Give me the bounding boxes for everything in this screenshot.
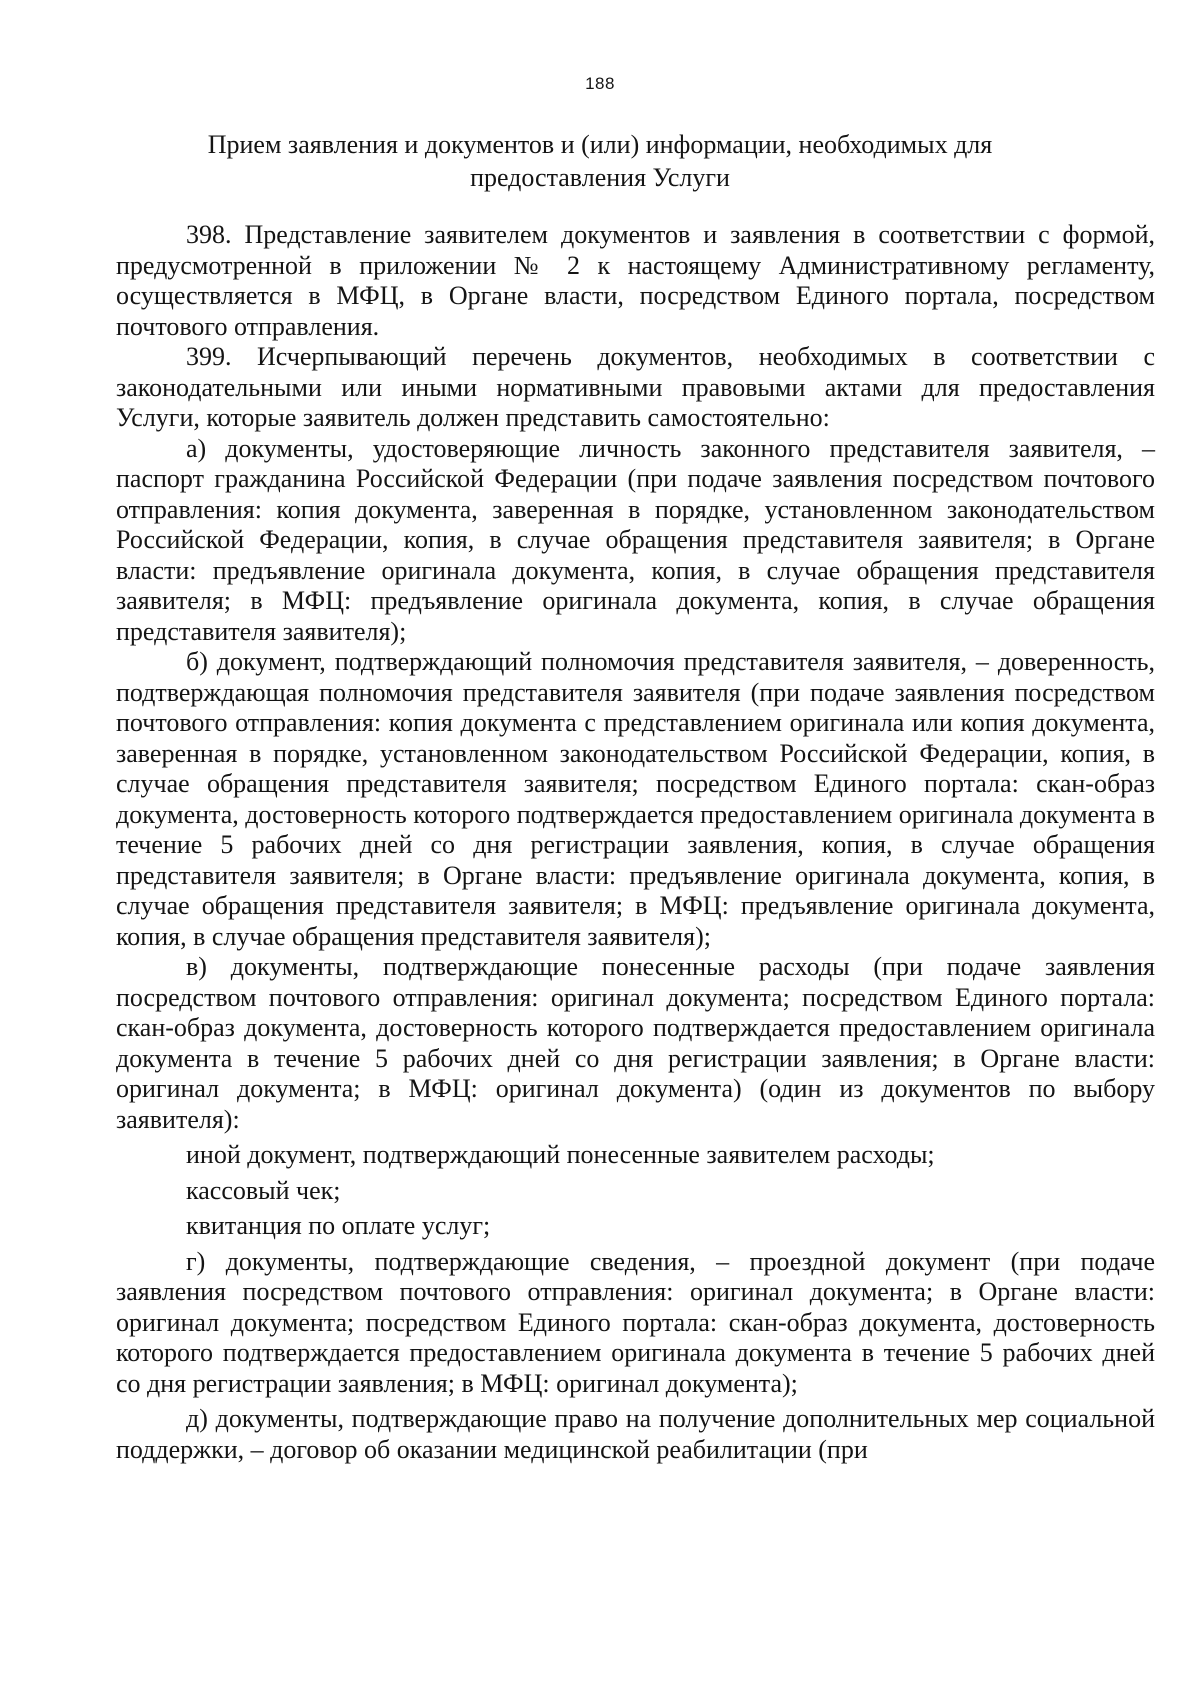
paragraph-399: 399. Исчерпывающий перечень документов, необходимых в соответствии с законодательными или иными нормативными правовыми актами для предоставления Услуги, которые заявитель должен представить самостоятельно: (116, 342, 1155, 432)
list-item-service-receipt: квитанция по оплате услуг; (186, 1211, 491, 1240)
paragraph-item-a: а) документы, удостоверяющие личность законного представителя заявителя, – паспорт гражданина Российской Федерации (при подаче заявления посредством почтового отправления: копия документа, заверенная в порядке, установленном законодательством Российской Федерации, копия, в случае обращения представителя заявителя; в Органе власти: предъявление оригинала документа, копия, в случае обращения представителя заявителя; в МФЦ: предъявление оригинала документа, копия, в случае обращения представителя заявителя); (116, 433, 1155, 646)
paragraph-item-b: б) документ, подтверждающий полномочия представителя заявителя, – доверенность, подтверждающая полномочия представителя заявителя (при подаче заявления посредством почтового отправления: копия документа с представлением оригинала или копия документа, заверенная в порядке, установленном законодательством Российской Федерации, копия, в случае обращения представителя заявителя; посредством Единого портала: скан-образ документа, достоверность которого подтверждается предоставлением оригинала документа в течение 5 рабочих дней со дня регистрации заявления, копия, в случае обращения представителя заявителя; в Органе власти: предъявление оригинала документа, копия, в случае обращения представителя заявителя; в МФЦ: предъявление оригинала документа, копия, в случае обращения представителя заявителя); (116, 647, 1155, 951)
page-number: 188 (585, 74, 615, 93)
list-item-other-document: иной документ, подтверждающий понесенные заявителем расходы; (186, 1140, 935, 1169)
list-item-cash-receipt: кассовый чек; (186, 1175, 341, 1205)
section-title: Прием заявления и документов и (или) информации, необходимых для предоставления Услуги (207, 130, 993, 192)
document-body (116, 220, 1155, 1465)
paragraph-item-v: в) документы, подтверждающие понесенные расходы (при подаче заявления посредством почтового отправления: оригинал документа; посредством Единого портала: скан-образ документа, достоверность которого подтверждается предоставлением оригинала документа в течение 5 рабочих дней со дня регистрации заявления; в Органе власти: оригинал документа; в МФЦ: оригинал документа) (один из документов по выбору заявителя): (116, 952, 1155, 1134)
paragraph-398: 398. Представление заявителем документов и заявления в соответствии с формой, предусмотренной в приложении № 2 к настоящему Административному регламенту, осуществляется в МФЦ, в Органе власти, посредством Единого портала, посредством почтового отправления. (116, 220, 1155, 341)
paragraph-item-g: г) документы, подтверждающие сведения, – проездной документ (при подаче заявления посредством почтового отправления: оригинал документа; в Органе власти: оригинал документа; посредством Единого портала: скан-образ документа, достоверность которого подтверждается предоставлением оригинала документа в течение 5 рабочих дней со дня регистрации заявления; в МФЦ: оригинал документа); (116, 1246, 1155, 1398)
paragraph-item-d: д) документы, подтверждающие право на получение дополнительных мер социальной поддержки, – договор об оказании медицинской реабилитации (при (116, 1404, 1155, 1464)
